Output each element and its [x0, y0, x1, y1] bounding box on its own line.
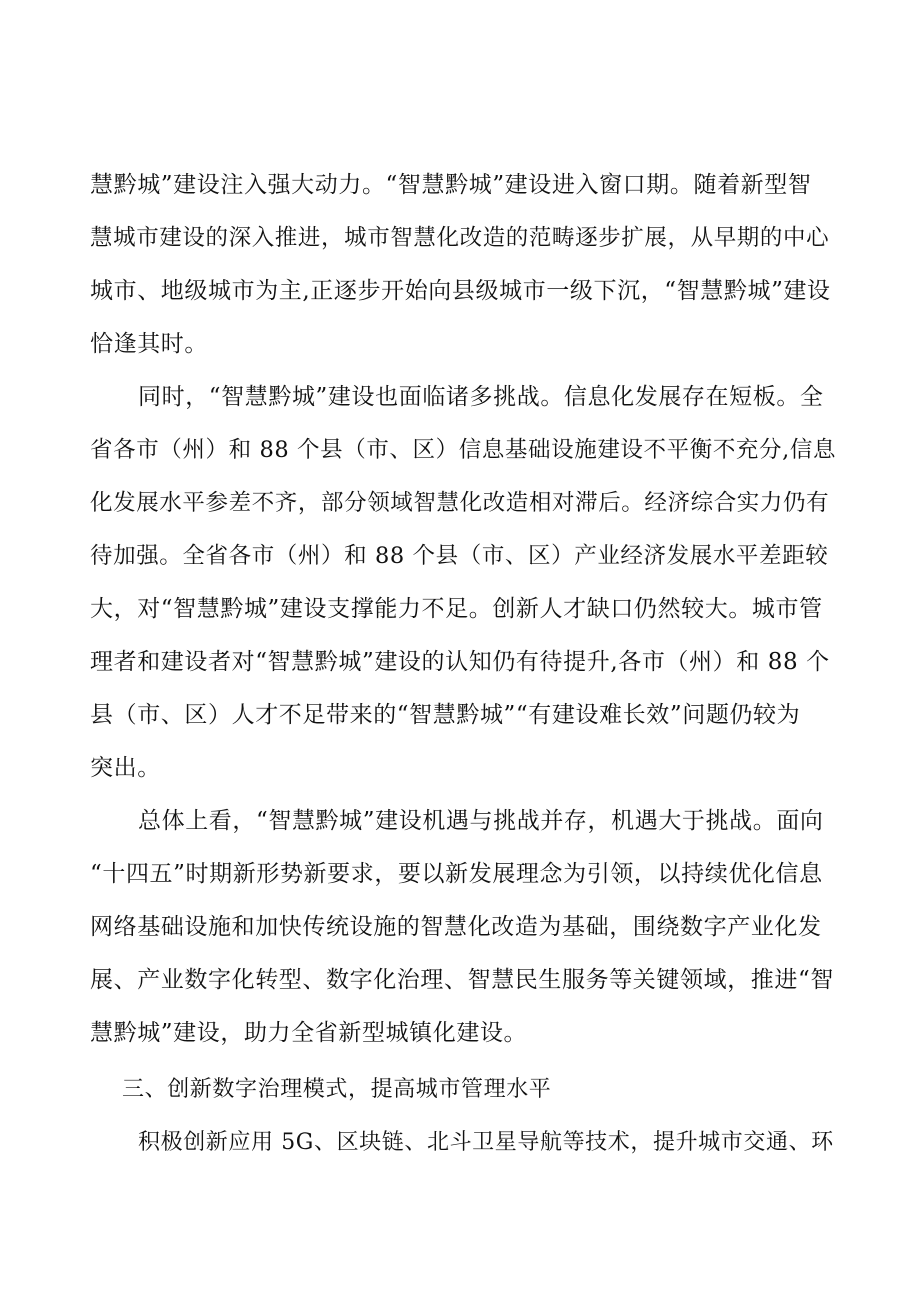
paragraph-4-line-1: 积极创新应用 5G、区块链、北斗卫星导航等技术，提升城市交通、环 — [138, 1130, 834, 1155]
paragraph-3-line-2: “十四五”时期新形势新要求，要以新发展理念为引领，以持续优化信息 — [90, 861, 823, 887]
paragraph-2-line-8: 突出。 — [90, 755, 161, 781]
paragraph-1-line-4: 恰逢其时。 — [90, 331, 208, 357]
paragraph-2-line-3: 化发展水平参差不齐，部分领域智慧化改造相对滞后。经济综合实力仍有 — [90, 490, 830, 516]
paragraph-2-line-6: 理者和建设者对“智慧黔城”建设的认知仍有待提升,各市（州）和 88 个 — [90, 649, 830, 675]
paragraph-1-line-2: 慧城市建设的深入推进，城市智慧化改造的范畴逐步扩展，从早期的中心 — [90, 225, 830, 251]
paragraph-2-line-5: 大，对“智慧黔城”建设支撑能力不足。创新人才缺口仍然较大。城市管 — [90, 596, 823, 622]
section-heading: 三、创新数字治理模式，提高城市管理水平 — [122, 1077, 552, 1102]
paragraph-1-line-3: 城市、地级城市为主,正逐步开始向县级城市一级下沉，“智慧黔城”建设 — [90, 278, 831, 304]
paragraph-2-line-2: 省各市（州）和 88 个县（市、区）信息基础设施建设不平衡不充分,信息 — [90, 437, 837, 463]
paragraph-3-line-3: 网络基础设施和加快传统设施的智慧化改造为基础，围绕数字产业化发 — [90, 914, 822, 940]
paragraph-3-line-1: 总体上看，“智慧黔城”建设机遇与挑战并存，机遇大于挑战。面向 — [138, 808, 824, 834]
paragraph-1-line-1: 慧黔城”建设注入强大动力。“智慧黔城”建设进入窗口期。随着新型智 — [90, 172, 812, 198]
paragraph-2-line-7: 县（市、区）人才不足带来的“智慧黔城”“有建设难长效”问题仍较为 — [90, 702, 801, 728]
paragraph-3-line-5: 慧黔城”建设，助力全省新型城镇化建设。 — [90, 1020, 528, 1046]
paragraph-3-line-4: 展、产业数字化转型、数字化治理、智慧民生服务等关键领域，推进“智 — [90, 967, 834, 993]
paragraph-2-line-1: 同时，“智慧黔城”建设也面临诸多挑战。信息化发展存在短板。全 — [138, 384, 824, 410]
paragraph-2-line-4: 待加强。全省各市（州）和 88 个县（市、区）产业经济发展水平差距较 — [90, 543, 829, 569]
